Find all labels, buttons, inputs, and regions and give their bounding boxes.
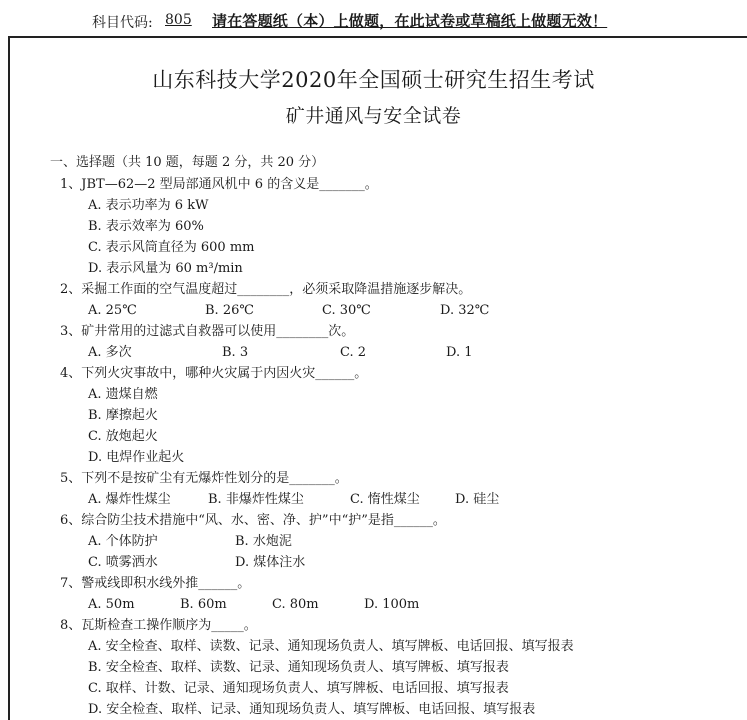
subject-code-value: 805 [165,12,192,28]
question-8-option-c: C. 取样、计数、记录、通知现场负责人、填写牌板、电话回报、填写报表 [88,681,509,696]
question-7-option-b: B. 60m [180,597,227,612]
section-heading: 一、选择题（共 10 题，每题 2 分，共 20 分） [50,155,325,170]
question-7-option-c: C. 80m [272,597,319,612]
question-5-option-a: A. 爆炸性煤尘 [88,492,171,507]
question-3-option-b: B. 3 [222,345,249,360]
question-5-option-d: D. 硅尘 [455,492,500,507]
question-4-option-d: D. 电焊作业起火 [88,450,185,465]
question-3: 3、矿井常用的过滤式自救器可以使用________次。 [60,324,355,339]
answer-sheet-warning: 请在答题纸（本）上做题，在此试卷或草稿纸上做题无效！ [212,12,608,30]
question-8-option-d: D. 安全检查、取样、记录、通知现场负责人、填写牌板、电话回报、填写报表 [88,702,536,717]
question-7: 7、警戒线即积水线外推______。 [60,576,251,591]
exam-subtitle: 矿井通风与安全试卷 [285,105,462,127]
question-3-option-c: C. 2 [340,345,367,360]
question-7-option-a: A. 50m [88,597,135,612]
subject-code-label: 科目代码: [92,15,153,31]
question-2-option-b: B. 26℃ [205,303,254,318]
question-4-option-c: C. 放炮起火 [88,429,158,444]
question-2-option-c: C. 30℃ [322,303,371,318]
question-8-option-b: B. 安全检查、取样、读数、记录、通知现场负责人、填写牌板、填写报表 [88,660,509,675]
question-5-option-b: B. 非爆炸性煤尘 [208,492,304,507]
question-4-option-b: B. 摩擦起火 [88,408,158,423]
question-5: 5、下列不是按矿尘有无爆炸性划分的是_______。 [60,471,348,486]
question-6-option-c: C. 喷雾洒水 [88,555,158,570]
question-5-option-c: C. 惰性煤尘 [350,492,420,507]
question-1-option-c: C. 表示风筒直径为 600 mm [88,240,255,255]
question-4: 4、下列火灾事故中，哪种火灾属于内因火灾______。 [60,366,368,381]
question-6: 6、综合防尘技术措施中“风、水、密、净、护”中“护”是指______。 [60,513,446,528]
question-2: 2、采掘工作面的空气温度超过________，必须采取降温措施逐步解决。 [60,282,472,297]
question-1: 1、JBT—62—2 型局部通风机中 6 的含义是_______。 [60,177,378,192]
question-6-option-a: A. 个体防护 [88,534,158,549]
question-6-option-d: D. 煤体注水 [235,555,306,570]
question-1-option-d: D. 表示风量为 60 m³/min [88,261,243,276]
question-3-option-a: A. 多次 [88,345,132,360]
exam-title: 山东科技大学2020年全国硕士研究生招生考试 [152,68,595,92]
question-6-option-b: B. 水炮泥 [235,534,292,549]
question-1-option-b: B. 表示效率为 60% [88,219,204,234]
question-4-option-a: A. 遗煤自燃 [88,387,158,402]
question-2-option-d: D. 32℃ [440,303,490,318]
question-3-option-d: D. 1 [446,345,473,360]
question-1-option-a: A. 表示功率为 6 kW [88,198,209,213]
question-8-option-a: A. 安全检查、取样、读数、记录、通知现场负责人、填写牌板、电话回报、填写报表 [88,639,574,654]
question-2-option-a: A. 25℃ [88,303,137,318]
exam-header [0,0,747,30]
question-8: 8、瓦斯检查工操作顺序为_____。 [60,618,257,633]
question-7-option-d: D. 100m [364,597,420,612]
